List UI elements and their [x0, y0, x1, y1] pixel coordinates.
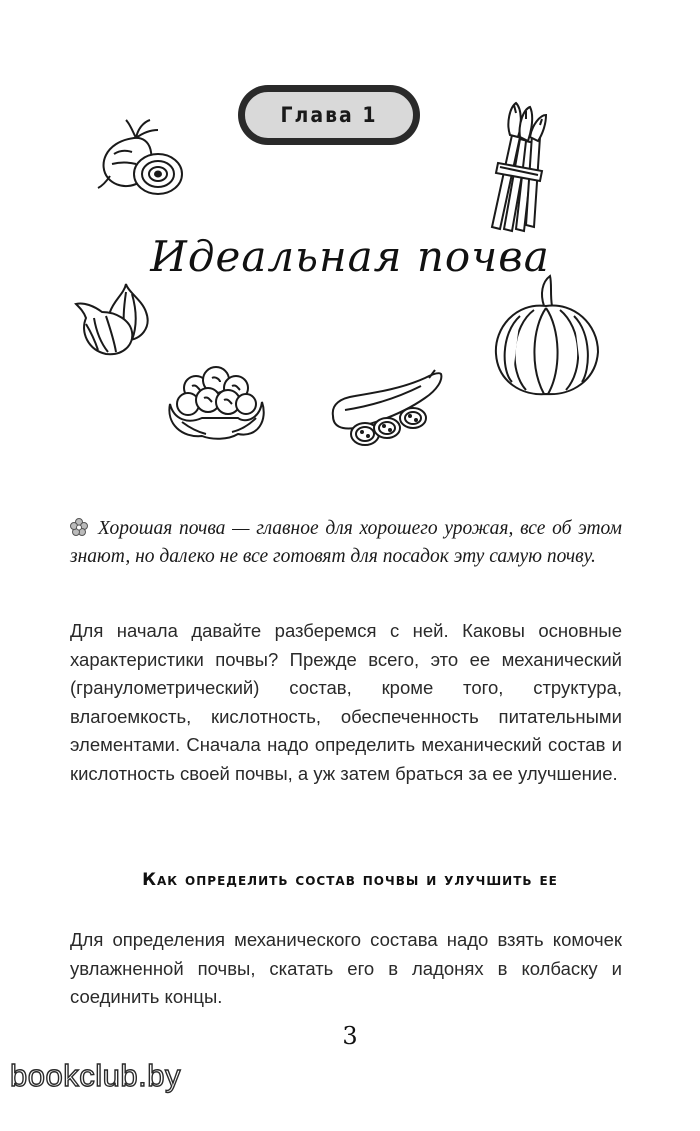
- body-paragraph: Для определения механического состава надо взять комочек увлажненной почвы, скатать его в ладонях в колбаску и соединить концы.: [70, 929, 622, 1007]
- body-paragraph: Для начала давайте разберемся с ней. Каковы основные характеристики почвы? Прежде всего, это ее механический (гранулометрический) состав, кроме того, структура, влагоемкость, кислотность, обеспеченность питательными элементами. Сначала надо определить механический состав и кислотность своей почвы, а уж затем браться за ее улучшение.: [70, 620, 622, 784]
- onion-icon: [70, 278, 165, 358]
- chapter-badge: [238, 85, 420, 145]
- section-heading: Как определить состав почвы и улучшить ее: [142, 870, 558, 890]
- asparagus-icon: [470, 95, 565, 235]
- intro-paragraph: Хорошая почва — главное для хорошего урожая, все об этом знают, но далеко не все готовят для посадок эту самую почву.: [70, 518, 622, 567]
- beet-icon: [92, 118, 192, 198]
- watermark: bookclub.by: [10, 1058, 181, 1093]
- pumpkin-icon: [486, 272, 606, 400]
- chapter-title: Идеальная почва: [150, 232, 550, 281]
- chapter-label: Глава 1: [280, 103, 378, 127]
- cauliflower-icon: [162, 358, 272, 442]
- page-number: 3: [342, 1022, 358, 1050]
- zucchini-icon: [325, 366, 450, 458]
